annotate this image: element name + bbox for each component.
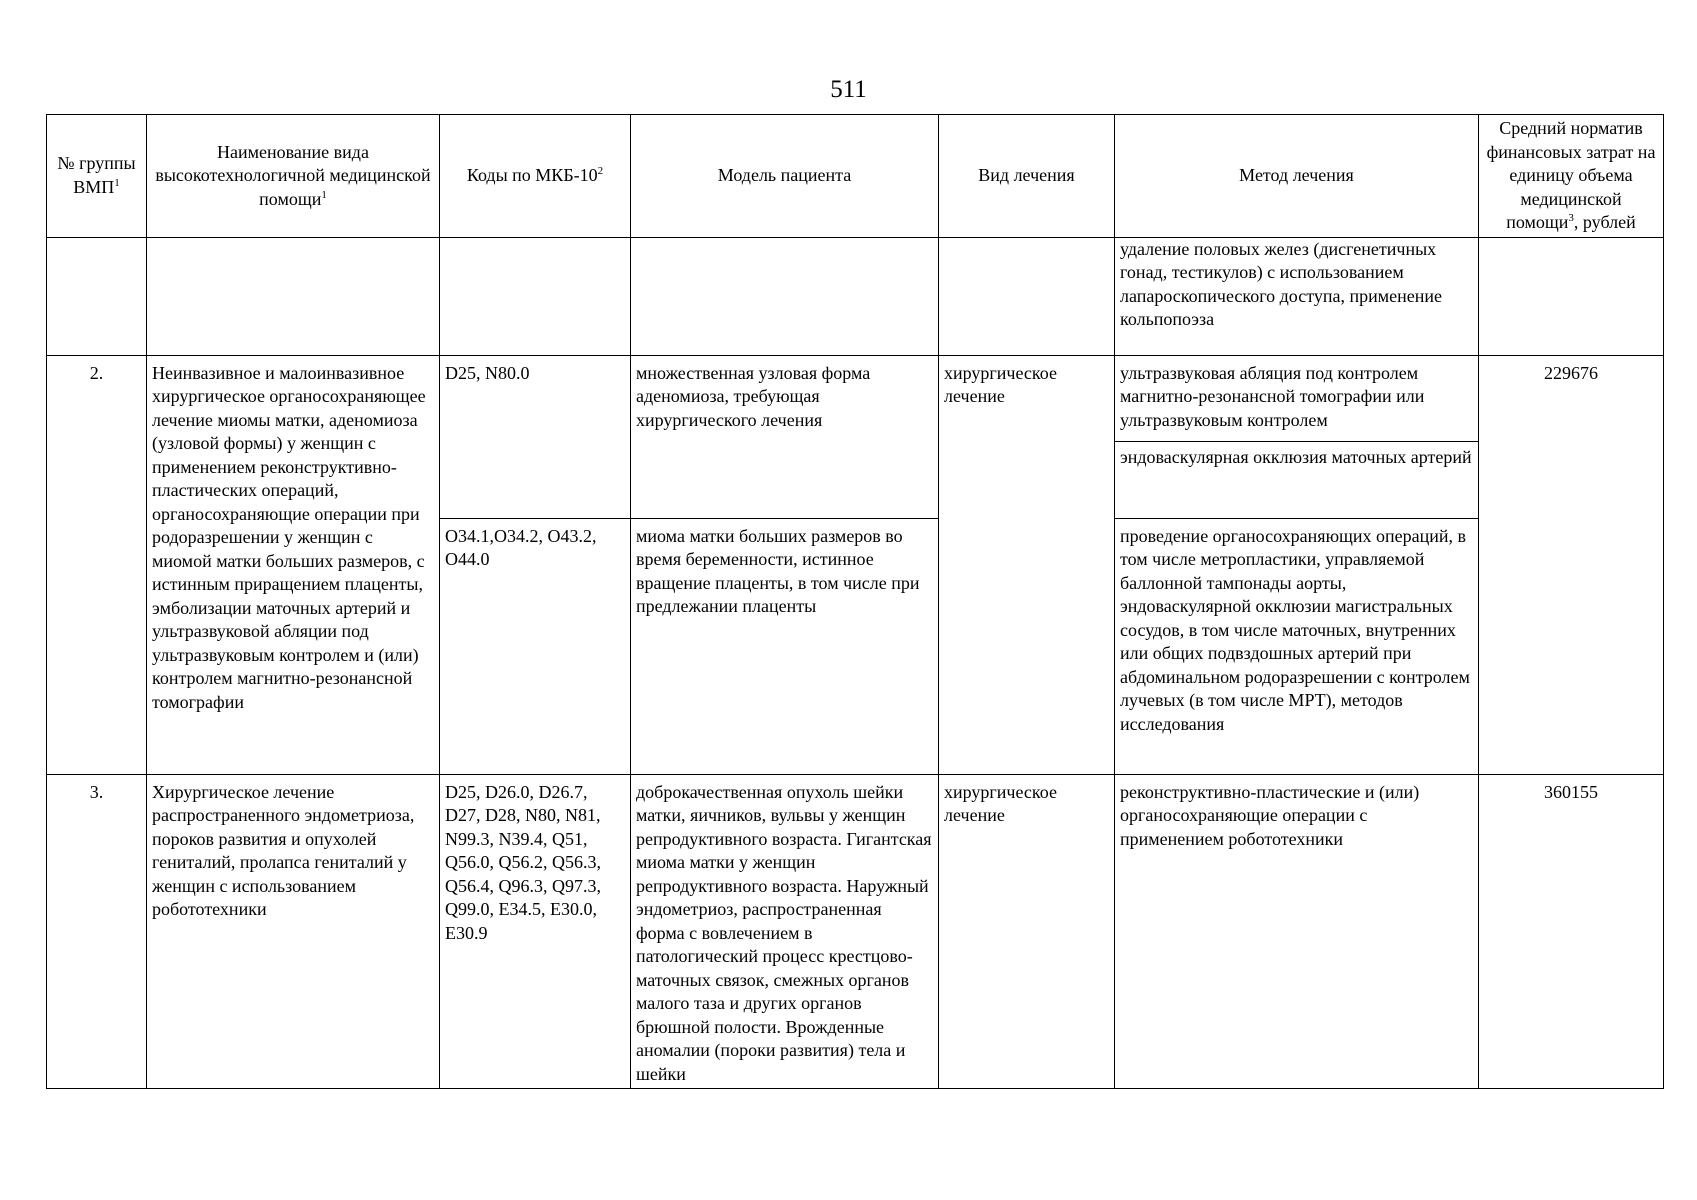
- table-row: [47, 355, 1664, 518]
- page-number: 511: [830, 76, 867, 103]
- header-group-number: № группы ВМП$^1$: [47, 115, 147, 238]
- table-header: [47, 115, 1664, 238]
- cell-icd-codes: O34.1,O34.2, O43.2, O44.0: [440, 518, 631, 774]
- cell-care-type: Неинвазивное и малоинвазивное хирургическое органосохраняющее лечение миомы матки, аденомиоза (узловой формы) у женщин с применением реконструктивно-пластических операций, органосохраняющие операции при родоразрешении у женщин с миомой матки больших размеров, с истинным приращением плаценты, эмболизации маточных артерий и ультразвуковой абляции под ультразвуковым контролем и (или) контролем магнитно-резонансной томографии: [147, 355, 440, 774]
- cell-group-number: [47, 237, 147, 355]
- cell-patient-model: [631, 237, 939, 355]
- method-subcell: эндоваскулярная окклюзия маточных артерий: [1120, 446, 1472, 467]
- cell-icd-codes: D25, D26.0, D26.7, D27, D28, N80, N81, N99.3, N39.4, Q51, Q56.0, Q56.2, Q56.3, Q56.4, Q96.3, Q97.3, Q99.0, E34.5, E30.0, E30.9: [440, 774, 631, 1089]
- cell-treatment-method: [1115, 355, 1479, 518]
- cell-patient-model: миома матки больших размеров во время беременности, истинное вращение плаценты, в том числе при предлежании плаценты: [631, 518, 939, 774]
- cell-cost: 229676: [1479, 355, 1664, 774]
- method-subcell: ультразвуковая абляция под контролем магнитно-резонансной томографии или ультразвуковым контролем: [1115, 356, 1478, 442]
- table-row: [47, 237, 1664, 355]
- cell-treatment-type: [939, 518, 1115, 774]
- cell-group-number: 2.: [47, 355, 147, 774]
- cell-treatment-method: удаление половых желез (дисгенетичных гонад, тестикулов) с использованием лапароскопического доступа, применение кольпопоэза: [1115, 237, 1479, 355]
- cell-care-type: Хирургическое лечение распространенного эндометриоза, пороков развития и опухолей гениталий, пролапса гениталий у женщин с использованием робототехники: [147, 774, 440, 1089]
- cell-treatment-type: хирургическое лечение: [939, 355, 1115, 518]
- cell-icd-codes: [440, 237, 631, 355]
- header-icd-codes: Коды по МКБ-$10^2$: [440, 115, 631, 238]
- cell-cost: 360155: [1479, 774, 1664, 1089]
- cell-cost: [1479, 237, 1664, 355]
- header-patient-model: Модель пациента: [631, 115, 939, 238]
- header-treatment-type: Вид лечения: [939, 115, 1115, 238]
- cell-patient-model: множественная узловая форма аденомиоза, требующая хирургического лечения: [631, 355, 939, 518]
- table-row: [47, 774, 1664, 1089]
- cell-care-type: [147, 237, 440, 355]
- cell-treatment-type: [939, 237, 1115, 355]
- cell-patient-model: доброкачественная опухоль шейки матки, яичников, вульвы у женщин репродуктивного возраста. Гигантская миома матки у женщин репродуктивного возраста. Наружный эндометриоз, распространенная форма с вовлечением в патологический процесс крестцово-маточных связок, смежных органов малого таза и других органов брюшной полости. Врожденные аномалии (пороки развития) тела и шейки: [631, 774, 939, 1089]
- vmp-table: [46, 114, 1664, 1089]
- header-treatment-method: Метод лечения: [1115, 115, 1479, 238]
- cell-treatment-type: хирургическое лечение: [939, 774, 1115, 1089]
- cell-group-number: 3.: [47, 774, 147, 1089]
- cell-treatment-method: реконструктивно-пластические и (или) органосохраняющие операции с применением робототехники: [1115, 774, 1479, 1089]
- cell-icd-codes: D25, N80.0: [440, 355, 631, 518]
- cell-treatment-method: проведение органосохраняющих операций, в том числе метропластики, управляемой баллонной тампонады аорты, эндоваскулярной окклюзии магистральных сосудов, в том числе маточных, внутренних или общих подвздошных артерий при абдоминальном родоразрешении с контролем лучевых (в том числе МРТ), методов исследования: [1115, 518, 1479, 774]
- header-cost-norm: Средний норматив финансовых затрат на единицу объема медицинской помощи$^3$, рублей: [1479, 115, 1664, 238]
- header-care-type: Наименование вида высокотехнологичной медицинской помощи$^1$: [147, 115, 440, 238]
